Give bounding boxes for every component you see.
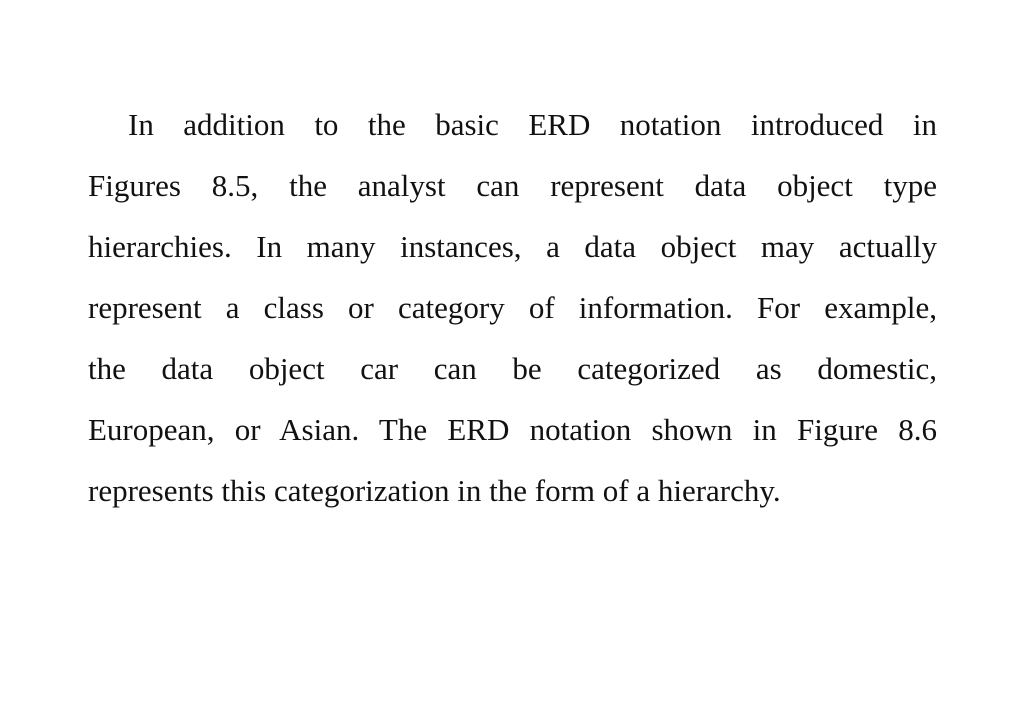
- paragraph-line: hierarchies. In many instances, a data object may actually: [88, 229, 937, 264]
- paragraph-line: Figures 8.5, the analyst can represent data object type: [88, 168, 937, 203]
- paragraph-line: the data object car can be categorized as domestic,: [88, 351, 937, 386]
- paragraph-line: represent a class or category of information. For example,: [88, 290, 937, 325]
- body-paragraph: [88, 94, 937, 521]
- paragraph-line: European, or Asian. The ERD notation shown in Figure 8.6: [88, 412, 937, 447]
- paragraph-line: In addition to the basic ERD notation introduced in: [128, 107, 937, 142]
- paragraph-line: represents this categorization in the form of a hierarchy.: [88, 473, 781, 508]
